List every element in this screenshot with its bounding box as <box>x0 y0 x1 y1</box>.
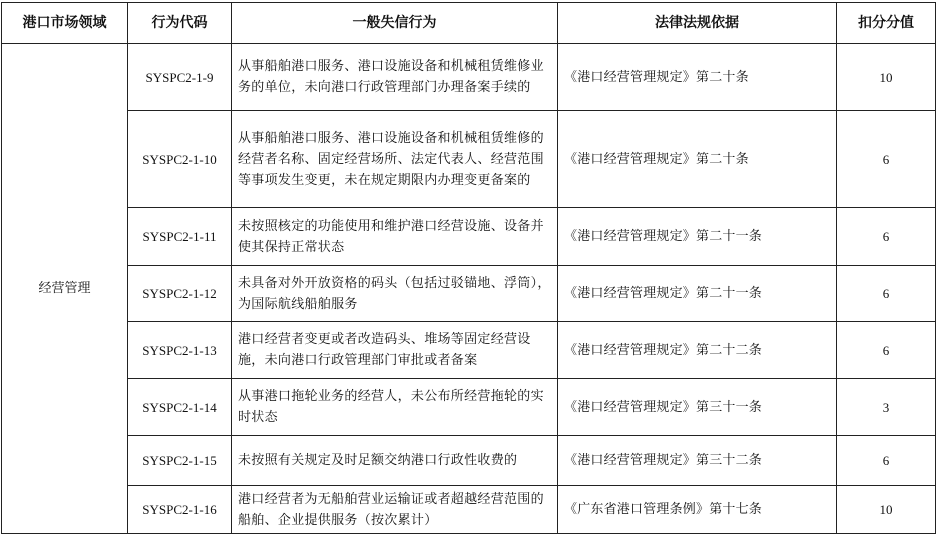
header-code: 行为代码 <box>128 3 232 44</box>
code-cell: SYSPC2-1-15 <box>128 436 232 486</box>
header-domain: 港口市场领域 <box>2 3 128 44</box>
behavior-cell: 未按照核定的功能使用和维护港口经营设施、设备并使其保持正常状态 <box>232 208 558 266</box>
behavior-cell: 未按照有关规定及时足额交纳港口行政性收费的 <box>232 436 558 486</box>
table-row <box>2 266 936 322</box>
score-cell: 6 <box>837 322 936 379</box>
score-cell: 6 <box>837 208 936 266</box>
header-score: 扣分分值 <box>837 3 936 44</box>
law-cell: 《港口经营管理规定》第二十条 <box>558 44 837 111</box>
behavior-cell: 从事船舶港口服务、港口设施设备和机械租赁维修的经营者名称、固定经营场所、法定代表人、经营范围等事项发生变更，未在规定期限内办理变更备案的 <box>232 111 558 208</box>
law-cell: 《港口经营管理规定》第三十一条 <box>558 379 837 436</box>
law-cell: 《港口经营管理规定》第二十二条 <box>558 322 837 379</box>
behavior-cell: 港口经营者为无船舶营业运输证或者超越经营范围的船舶、企业提供服务（按次累计） <box>232 486 558 534</box>
behavior-cell: 从事船舶港口服务、港口设施设备和机械租赁维修业务的单位，未向港口行政管理部门办理备案手续的 <box>232 44 558 111</box>
law-cell: 《港口经营管理规定》第二十条 <box>558 111 837 208</box>
score-cell: 10 <box>837 44 936 111</box>
table-row <box>2 486 936 534</box>
table-header-row <box>2 3 936 44</box>
score-cell: 6 <box>837 111 936 208</box>
law-cell: 《广东省港口管理条例》第十七条 <box>558 486 837 534</box>
table-row <box>2 322 936 379</box>
code-cell: SYSPC2-1-14 <box>128 379 232 436</box>
code-cell: SYSPC2-1-11 <box>128 208 232 266</box>
code-cell: SYSPC2-1-16 <box>128 486 232 534</box>
score-cell: 10 <box>837 486 936 534</box>
behavior-cell: 从事港口拖轮业务的经营人，未公布所经营拖轮的实时状态 <box>232 379 558 436</box>
behavior-cell: 未具备对外开放资格的码头（包括过驳锚地、浮筒），为国际航线船舶服务 <box>232 266 558 322</box>
table-row <box>2 111 936 208</box>
table-row <box>2 379 936 436</box>
table-row <box>2 208 936 266</box>
credit-behavior-table <box>1 2 936 534</box>
code-cell: SYSPC2-1-9 <box>128 44 232 111</box>
law-cell: 《港口经营管理规定》第二十一条 <box>558 266 837 322</box>
score-cell: 3 <box>837 379 936 436</box>
law-cell: 《港口经营管理规定》第二十一条 <box>558 208 837 266</box>
header-law: 法律法规依据 <box>558 3 837 44</box>
code-cell: SYSPC2-1-13 <box>128 322 232 379</box>
table-row <box>2 436 936 486</box>
score-cell: 6 <box>837 436 936 486</box>
code-cell: SYSPC2-1-10 <box>128 111 232 208</box>
table-row <box>2 44 936 111</box>
code-cell: SYSPC2-1-12 <box>128 266 232 322</box>
behavior-cell: 港口经营者变更或者改造码头、堆场等固定经营设施，未向港口行政管理部门审批或者备案 <box>232 322 558 379</box>
domain-cell: 经营管理 <box>2 44 128 534</box>
law-cell: 《港口经营管理规定》第三十二条 <box>558 436 837 486</box>
score-cell: 6 <box>837 266 936 322</box>
header-behavior: 一般失信行为 <box>232 3 558 44</box>
